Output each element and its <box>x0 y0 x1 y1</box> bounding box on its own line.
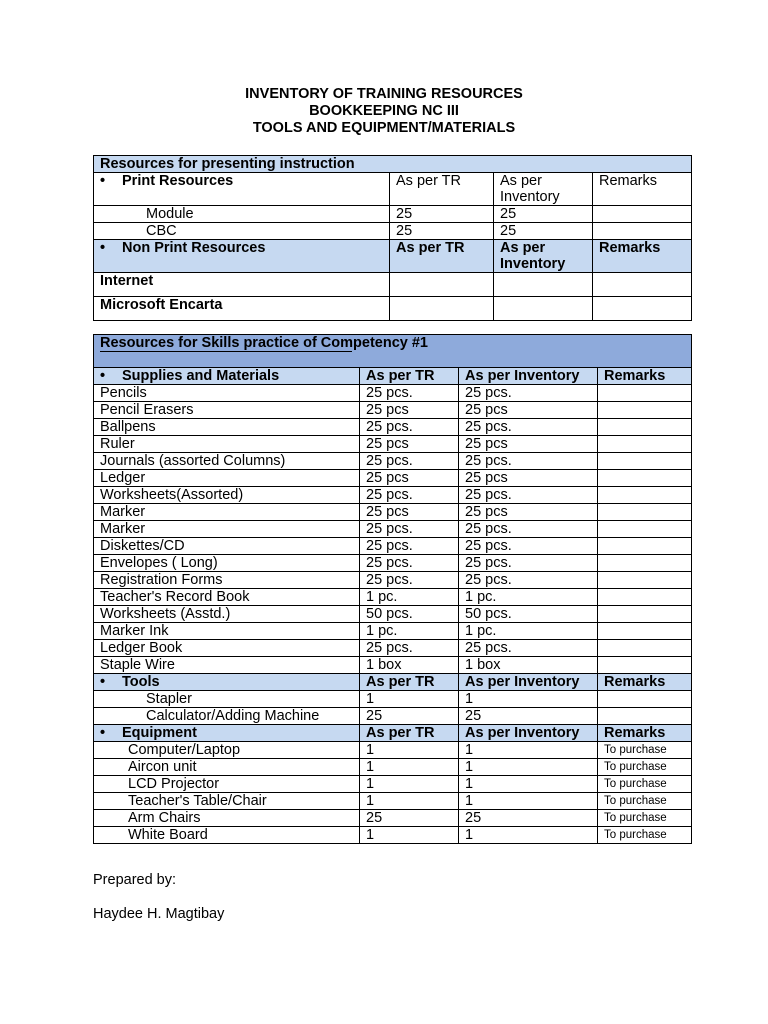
item-cell: Ruler <box>94 436 360 453</box>
as-per-tr-cell: 25 pcs. <box>360 555 459 572</box>
table-row <box>94 657 692 674</box>
bullet-icon: • <box>100 240 106 256</box>
as-per-tr-cell: 25 pcs. <box>360 453 459 470</box>
remarks-cell <box>593 273 692 297</box>
as-per-inventory-cell: 25 pcs <box>459 470 598 487</box>
as-per-inventory-cell: 25 pcs <box>459 402 598 419</box>
as-per-tr-cell: 1 pc. <box>360 623 459 640</box>
remarks-cell <box>598 657 692 674</box>
table-row <box>94 691 692 708</box>
table-row <box>94 538 692 555</box>
col-remarks: Remarks <box>593 240 692 273</box>
remarks-cell <box>598 572 692 589</box>
table-row <box>94 759 692 776</box>
item-cell: Staple Wire <box>94 657 360 674</box>
as-per-inventory-cell: 25 pcs. <box>459 385 598 402</box>
table-row <box>94 521 692 538</box>
table-row <box>94 453 692 470</box>
item-cell: Ledger <box>94 470 360 487</box>
remarks-cell: To purchase <box>598 759 692 776</box>
as-per-inventory-cell: 1 <box>459 759 598 776</box>
remarks-cell <box>598 708 692 725</box>
item-cell: Registration Forms <box>94 572 360 589</box>
as-per-inventory-cell: 25 pcs. <box>459 640 598 657</box>
item-cell: Envelopes ( Long) <box>94 555 360 572</box>
remarks-cell <box>598 589 692 606</box>
remarks-cell <box>598 640 692 657</box>
item-cell: Computer/Laptop <box>94 742 360 759</box>
as-per-inventory-cell: 25 <box>494 206 593 223</box>
table-row <box>94 436 692 453</box>
table-row <box>94 827 692 844</box>
remarks-cell <box>593 223 692 240</box>
as-per-tr-cell <box>390 273 494 297</box>
as-per-tr-cell: 25 <box>360 708 459 725</box>
title-line-3: TOOLS AND EQUIPMENT/MATERIALS <box>252 120 516 136</box>
as-per-tr-cell: 25 pcs. <box>360 419 459 436</box>
table-row <box>94 504 692 521</box>
as-per-tr-cell: 25 <box>360 810 459 827</box>
col-as-per-inventory: As per Inventory <box>494 173 593 206</box>
bullet-icon: • <box>100 725 106 741</box>
bullet-icon: • <box>100 368 106 384</box>
item-cell: Ledger Book <box>94 640 360 657</box>
col-as-per-inventory: As per Inventory <box>459 674 598 691</box>
table-row <box>94 297 692 321</box>
table-row <box>94 810 692 827</box>
prepared-by-name: Haydee H. Magtibay <box>93 906 225 922</box>
item-cell: Module <box>94 206 390 223</box>
remarks-cell <box>598 538 692 555</box>
as-per-inventory-cell: 25 <box>459 810 598 827</box>
as-per-tr-cell: 25 pcs <box>360 402 459 419</box>
remarks-cell <box>598 555 692 572</box>
as-per-inventory-cell: 1 <box>459 827 598 844</box>
supplies-section: • Supplies and Materials <box>94 368 360 385</box>
remarks-cell <box>598 521 692 538</box>
as-per-inventory-cell: 1 <box>459 793 598 810</box>
item-cell: Worksheets (Asstd.) <box>94 606 360 623</box>
remarks-cell: To purchase <box>598 810 692 827</box>
presenting-instruction-table <box>93 155 692 321</box>
col-as-per-tr: As per TR <box>360 674 459 691</box>
as-per-inventory-cell: 25 pcs. <box>459 538 598 555</box>
table-row <box>94 606 692 623</box>
as-per-inventory-cell: 1 box <box>459 657 598 674</box>
table-row <box>94 640 692 657</box>
table-row <box>94 572 692 589</box>
col-as-per-tr: As per TR <box>390 240 494 273</box>
as-per-tr-cell: 1 <box>360 759 459 776</box>
item-cell: Marker <box>94 504 360 521</box>
equipment-section: • Equipment <box>94 725 360 742</box>
table-row <box>94 402 692 419</box>
as-per-tr-cell: 25 pcs <box>360 470 459 487</box>
remarks-cell <box>598 419 692 436</box>
as-per-inventory-cell: 1 pc. <box>459 623 598 640</box>
as-per-tr-cell: 25 pcs <box>360 436 459 453</box>
table-row <box>94 776 692 793</box>
remarks-cell: To purchase <box>598 793 692 810</box>
as-per-inventory-cell: 1 pc. <box>459 589 598 606</box>
bullet-icon: • <box>100 173 106 189</box>
item-cell: Arm Chairs <box>94 810 360 827</box>
as-per-inventory-cell: 25 pcs. <box>459 487 598 504</box>
as-per-tr-cell: 25 pcs. <box>360 538 459 555</box>
item-cell: Journals (assorted Columns) <box>94 453 360 470</box>
as-per-inventory-cell: 1 <box>459 742 598 759</box>
remarks-cell <box>593 206 692 223</box>
col-remarks: Remarks <box>593 173 692 206</box>
table-row <box>94 589 692 606</box>
as-per-inventory-cell: 25 pcs. <box>459 521 598 538</box>
item-cell: Teacher's Table/Chair <box>94 793 360 810</box>
as-per-tr-cell: 25 pcs. <box>360 487 459 504</box>
print-resources-section: • Print Resources <box>94 173 390 206</box>
as-per-tr-cell: 25 pcs. <box>360 572 459 589</box>
item-cell: Pencil Erasers <box>94 402 360 419</box>
item-cell: Calculator/Adding Machine <box>94 708 360 725</box>
title-line-1: INVENTORY OF TRAINING RESOURCES <box>245 86 523 102</box>
table-row <box>94 385 692 402</box>
as-per-inventory-cell: 25 pcs <box>459 504 598 521</box>
item-cell: Microsoft Encarta <box>94 297 390 321</box>
as-per-inventory-cell <box>494 273 593 297</box>
col-remarks: Remarks <box>598 368 692 385</box>
col-as-per-tr: As per TR <box>360 368 459 385</box>
remarks-cell <box>598 470 692 487</box>
item-cell: Aircon unit <box>94 759 360 776</box>
item-cell: Diskettes/CD <box>94 538 360 555</box>
remarks-cell <box>598 436 692 453</box>
as-per-inventory-cell: 1 <box>459 691 598 708</box>
as-per-inventory-cell: 25 <box>494 223 593 240</box>
table-row <box>94 742 692 759</box>
col-as-per-inventory: As per Inventory <box>459 725 598 742</box>
item-cell: Internet <box>94 273 390 297</box>
remarks-cell: To purchase <box>598 827 692 844</box>
as-per-tr-cell: 25 pcs. <box>360 385 459 402</box>
non-print-resources-section: • Non Print Resources <box>94 240 390 273</box>
document-title <box>0 86 768 137</box>
remarks-cell: To purchase <box>598 742 692 759</box>
as-per-tr-cell: 1 <box>360 793 459 810</box>
item-cell: Pencils <box>94 385 360 402</box>
as-per-tr-cell: 25 pcs <box>360 504 459 521</box>
as-per-inventory-cell <box>494 297 593 321</box>
remarks-cell <box>598 385 692 402</box>
as-per-tr-cell: 1 <box>360 742 459 759</box>
col-as-per-tr: As per TR <box>390 173 494 206</box>
table-row <box>94 623 692 640</box>
remarks-cell <box>593 297 692 321</box>
title-line-2: BOOKKEEPING NC III <box>309 103 459 119</box>
col-as-per-inventory: As per Inventory <box>459 368 598 385</box>
as-per-inventory-cell: 25 <box>459 708 598 725</box>
remarks-cell: To purchase <box>598 776 692 793</box>
table-row <box>94 793 692 810</box>
item-cell: Stapler <box>94 691 360 708</box>
remarks-cell <box>598 691 692 708</box>
item-cell: CBC <box>94 223 390 240</box>
remarks-cell <box>598 606 692 623</box>
item-cell: White Board <box>94 827 360 844</box>
as-per-tr-cell: 1 <box>360 827 459 844</box>
as-per-tr-cell: 1 box <box>360 657 459 674</box>
col-remarks: Remarks <box>598 725 692 742</box>
table-row <box>94 555 692 572</box>
as-per-tr-cell: 1 pc. <box>360 589 459 606</box>
as-per-inventory-cell: 1 <box>459 776 598 793</box>
as-per-tr-cell <box>390 297 494 321</box>
item-cell: Ballpens <box>94 419 360 436</box>
remarks-cell <box>598 402 692 419</box>
table-row <box>94 419 692 436</box>
table-row <box>94 206 692 223</box>
item-cell: LCD Projector <box>94 776 360 793</box>
as-per-tr-cell: 50 pcs. <box>360 606 459 623</box>
col-as-per-inventory: As per Inventory <box>494 240 593 273</box>
tools-section: • Tools <box>94 674 360 691</box>
as-per-tr-cell: 1 <box>360 691 459 708</box>
as-per-inventory-cell: 25 pcs. <box>459 453 598 470</box>
item-cell: Marker <box>94 521 360 538</box>
prepared-by-label: Prepared by: <box>93 872 177 888</box>
bullet-icon: • <box>100 674 106 690</box>
as-per-inventory-cell: 50 pcs. <box>459 606 598 623</box>
table-row <box>94 487 692 504</box>
as-per-inventory-cell: 25 pcs <box>459 436 598 453</box>
col-as-per-tr: As per TR <box>360 725 459 742</box>
item-cell: Worksheets(Assorted) <box>94 487 360 504</box>
as-per-tr-cell: 25 <box>390 223 494 240</box>
as-per-tr-cell: 1 <box>360 776 459 793</box>
table2-header: Resources for Skills practice of Competency #1 <box>94 335 692 368</box>
as-per-inventory-cell: 25 pcs. <box>459 419 598 436</box>
item-cell: Teacher's Record Book <box>94 589 360 606</box>
table-row <box>94 273 692 297</box>
col-remarks: Remarks <box>598 674 692 691</box>
table-row <box>94 470 692 487</box>
remarks-cell <box>598 453 692 470</box>
remarks-cell <box>598 487 692 504</box>
as-per-tr-cell: 25 <box>390 206 494 223</box>
as-per-inventory-cell: 25 pcs. <box>459 572 598 589</box>
as-per-tr-cell: 25 pcs. <box>360 521 459 538</box>
as-per-inventory-cell: 25 pcs. <box>459 555 598 572</box>
table1-header: Resources for presenting instruction <box>94 156 692 173</box>
skills-practice-table <box>93 334 692 844</box>
table-row <box>94 223 692 240</box>
as-per-tr-cell: 25 pcs. <box>360 640 459 657</box>
table-row <box>94 708 692 725</box>
item-cell: Marker Ink <box>94 623 360 640</box>
remarks-cell <box>598 623 692 640</box>
remarks-cell <box>598 504 692 521</box>
